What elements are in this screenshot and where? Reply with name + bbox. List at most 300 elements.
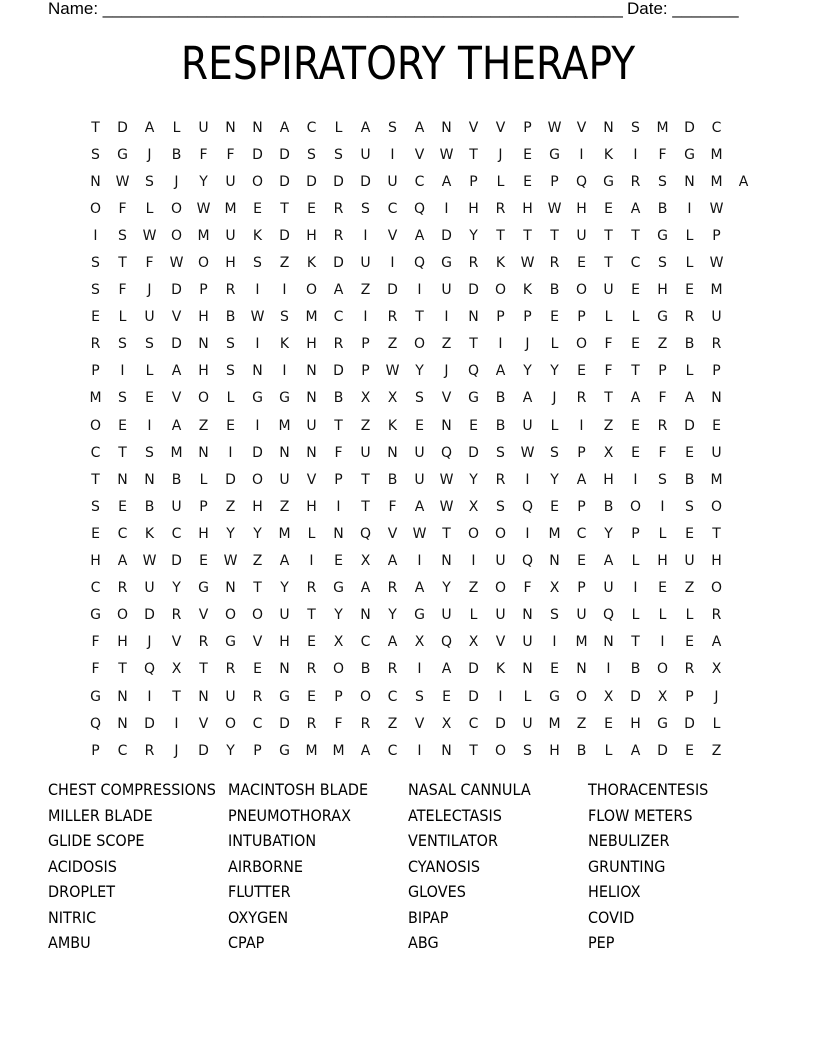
grid-letter[interactable]: G	[198, 580, 209, 597]
grid-letter[interactable]: U	[360, 146, 371, 163]
grid-letter[interactable]: W	[520, 255, 535, 272]
grid-letter[interactable]: E	[577, 255, 586, 272]
grid-letter[interactable]: O	[494, 580, 507, 597]
grid-letter[interactable]: L	[685, 227, 694, 244]
grid-letter[interactable]: D	[360, 173, 371, 190]
grid-letter[interactable]: X	[441, 715, 452, 732]
grid-letter[interactable]: L	[226, 390, 235, 407]
grid-letter[interactable]: I	[498, 688, 503, 705]
grid-letter[interactable]: X	[414, 634, 425, 651]
grid-letter[interactable]: D	[387, 282, 398, 299]
grid-letter[interactable]: E	[199, 553, 208, 570]
grid-letter[interactable]: C	[252, 715, 263, 732]
grid-letter[interactable]: B	[549, 282, 560, 299]
grid-letter[interactable]: M	[278, 525, 291, 542]
grid-letter[interactable]: H	[576, 200, 587, 217]
grid-letter[interactable]: Z	[684, 580, 695, 597]
grid-letter[interactable]: B	[387, 471, 398, 488]
grid-letter[interactable]: Y	[226, 525, 235, 542]
grid-letter[interactable]: A	[414, 227, 425, 244]
grid-letter[interactable]: P	[577, 580, 586, 597]
grid-letter[interactable]: O	[224, 715, 237, 732]
grid-letter[interactable]: I	[336, 498, 341, 515]
grid-letter[interactable]: L	[550, 336, 559, 353]
grid-letter[interactable]: S	[496, 498, 505, 515]
grid-letter[interactable]: N	[522, 661, 533, 678]
grid-letter[interactable]: L	[145, 363, 154, 380]
grid-letter[interactable]: Y	[469, 471, 478, 488]
grid-letter[interactable]: V	[468, 119, 479, 136]
grid-letter[interactable]: B	[657, 200, 668, 217]
grid-letter[interactable]: I	[282, 363, 287, 380]
grid-letter[interactable]: Y	[253, 525, 262, 542]
grid-letter[interactable]: H	[225, 255, 236, 272]
grid-letter[interactable]: N	[144, 471, 155, 488]
grid-letter[interactable]: O	[710, 498, 723, 515]
grid-letter[interactable]: I	[390, 255, 395, 272]
grid-letter[interactable]: Y	[226, 742, 235, 759]
grid-letter[interactable]: I	[363, 227, 368, 244]
grid-letter[interactable]: J	[174, 742, 179, 759]
grid-letter[interactable]: N	[306, 390, 317, 407]
grid-letter[interactable]: P	[550, 173, 559, 190]
grid-letter[interactable]: O	[575, 688, 588, 705]
grid-letter[interactable]: C	[117, 742, 128, 759]
grid-letter[interactable]: S	[361, 200, 370, 217]
grid-letter[interactable]: K	[495, 661, 506, 678]
grid-letter[interactable]: E	[469, 417, 478, 434]
grid-letter[interactable]: I	[471, 553, 476, 570]
grid-letter[interactable]: E	[118, 498, 127, 515]
grid-letter[interactable]: P	[523, 309, 532, 326]
grid-letter[interactable]: V	[414, 715, 425, 732]
grid-letter[interactable]: G	[279, 688, 290, 705]
grid-letter[interactable]: N	[603, 119, 614, 136]
grid-letter[interactable]: N	[576, 661, 587, 678]
grid-letter[interactable]: D	[252, 444, 263, 461]
grid-letter[interactable]: A	[360, 119, 371, 136]
grid-letter[interactable]: P	[361, 336, 370, 353]
grid-letter[interactable]: I	[687, 200, 692, 217]
grid-letter[interactable]: P	[577, 309, 586, 326]
grid-letter[interactable]: U	[306, 417, 317, 434]
grid-letter[interactable]: X	[468, 498, 479, 515]
grid-letter[interactable]: L	[496, 173, 505, 190]
grid-letter[interactable]: Q	[440, 444, 453, 461]
grid-letter[interactable]: N	[441, 119, 452, 136]
grid-letter[interactable]: L	[550, 417, 559, 434]
grid-letter[interactable]: I	[309, 553, 314, 570]
grid-letter[interactable]: C	[711, 119, 722, 136]
grid-letter[interactable]: C	[90, 580, 101, 597]
grid-letter[interactable]: E	[631, 417, 640, 434]
grid-letter[interactable]: S	[145, 444, 154, 461]
grid-letter[interactable]: A	[360, 580, 371, 597]
grid-letter[interactable]: L	[118, 309, 127, 326]
grid-letter[interactable]: F	[658, 390, 667, 407]
grid-letter[interactable]: G	[279, 742, 290, 759]
grid-letter[interactable]: N	[117, 688, 128, 705]
grid-letter[interactable]: U	[711, 309, 722, 326]
grid-letter[interactable]: O	[116, 607, 129, 624]
grid-letter[interactable]: I	[660, 634, 665, 651]
grid-letter[interactable]: I	[660, 498, 665, 515]
grid-letter[interactable]: R	[306, 580, 317, 597]
grid-letter[interactable]: L	[685, 363, 694, 380]
grid-letter[interactable]: Y	[172, 580, 181, 597]
grid-letter[interactable]: R	[711, 336, 722, 353]
grid-letter[interactable]: U	[522, 417, 533, 434]
grid-letter[interactable]: Y	[388, 607, 397, 624]
grid-letter[interactable]: L	[307, 525, 316, 542]
grid-letter[interactable]: E	[550, 498, 559, 515]
grid-letter[interactable]: N	[306, 444, 317, 461]
grid-letter[interactable]: A	[522, 390, 533, 407]
grid-letter[interactable]: D	[333, 173, 344, 190]
grid-letter[interactable]: R	[333, 227, 344, 244]
grid-letter[interactable]: B	[684, 471, 695, 488]
grid-letter[interactable]: R	[495, 200, 506, 217]
grid-letter[interactable]: X	[549, 580, 560, 597]
grid-letter[interactable]: P	[334, 688, 343, 705]
grid-letter[interactable]: E	[631, 444, 640, 461]
grid-letter[interactable]: A	[684, 390, 695, 407]
grid-letter[interactable]: I	[255, 336, 260, 353]
grid-letter[interactable]: V	[387, 525, 398, 542]
grid-letter[interactable]: O	[197, 390, 210, 407]
grid-letter[interactable]: S	[118, 336, 127, 353]
grid-letter[interactable]: V	[198, 607, 209, 624]
grid-letter[interactable]: E	[604, 715, 613, 732]
grid-letter[interactable]: Q	[413, 255, 426, 272]
grid-letter[interactable]: M	[710, 146, 723, 163]
grid-letter[interactable]: U	[603, 580, 614, 597]
grid-letter[interactable]: K	[603, 146, 614, 163]
grid-letter[interactable]: D	[468, 282, 479, 299]
grid-letter[interactable]: I	[120, 363, 125, 380]
grid-letter[interactable]: M	[548, 715, 561, 732]
grid-letter[interactable]: S	[91, 498, 100, 515]
grid-letter[interactable]: E	[604, 200, 613, 217]
grid-letter[interactable]: E	[253, 661, 262, 678]
grid-letter[interactable]: T	[631, 227, 640, 244]
grid-letter[interactable]: H	[522, 200, 533, 217]
grid-letter[interactable]: T	[361, 471, 370, 488]
grid-letter[interactable]: P	[631, 525, 640, 542]
grid-letter[interactable]: Y	[469, 227, 478, 244]
grid-letter[interactable]: I	[633, 146, 638, 163]
grid-letter[interactable]: I	[363, 309, 368, 326]
grid-letter[interactable]: D	[306, 173, 317, 190]
grid-letter[interactable]: P	[523, 119, 532, 136]
grid-letter[interactable]: V	[441, 390, 452, 407]
grid-letter[interactable]: B	[495, 390, 506, 407]
grid-letter[interactable]: L	[685, 255, 694, 272]
grid-letter[interactable]: N	[198, 336, 209, 353]
grid-letter[interactable]: I	[255, 282, 260, 299]
grid-letter[interactable]: B	[333, 390, 344, 407]
grid-letter[interactable]: V	[171, 634, 182, 651]
grid-letter[interactable]: S	[685, 498, 694, 515]
grid-letter[interactable]: N	[387, 444, 398, 461]
grid-letter[interactable]: C	[387, 688, 398, 705]
grid-letter[interactable]: O	[710, 580, 723, 597]
grid-letter[interactable]: I	[552, 634, 557, 651]
grid-letter[interactable]: A	[333, 282, 344, 299]
grid-letter[interactable]: T	[118, 661, 127, 678]
grid-letter[interactable]: G	[333, 580, 344, 597]
grid-letter[interactable]: O	[332, 661, 345, 678]
grid-letter[interactable]: Z	[360, 417, 371, 434]
grid-letter[interactable]: K	[144, 525, 155, 542]
grid-letter[interactable]: L	[172, 119, 181, 136]
grid-letter[interactable]: N	[279, 661, 290, 678]
grid-letter[interactable]: G	[549, 688, 560, 705]
grid-letter[interactable]: U	[495, 553, 506, 570]
grid-letter[interactable]: D	[495, 715, 506, 732]
grid-letter[interactable]: A	[414, 580, 425, 597]
grid-letter[interactable]: S	[118, 390, 127, 407]
grid-letter[interactable]: G	[279, 390, 290, 407]
grid-letter[interactable]: F	[91, 661, 100, 678]
grid-letter[interactable]: A	[171, 363, 182, 380]
grid-letter[interactable]: Z	[279, 255, 290, 272]
grid-letter[interactable]: D	[684, 715, 695, 732]
grid-letter[interactable]: P	[712, 227, 721, 244]
grid-letter[interactable]: X	[711, 661, 722, 678]
grid-letter[interactable]: W	[115, 173, 130, 190]
grid-letter[interactable]: D	[468, 444, 479, 461]
grid-letter[interactable]: S	[658, 255, 667, 272]
grid-letter[interactable]: E	[631, 336, 640, 353]
grid-letter[interactable]: K	[495, 255, 506, 272]
grid-letter[interactable]: T	[631, 634, 640, 651]
grid-letter[interactable]: A	[630, 742, 641, 759]
grid-letter[interactable]: G	[441, 255, 452, 272]
grid-letter[interactable]: U	[441, 607, 452, 624]
grid-letter[interactable]: D	[198, 742, 209, 759]
grid-letter[interactable]: I	[444, 309, 449, 326]
grid-letter[interactable]: L	[604, 742, 613, 759]
grid-letter[interactable]: H	[90, 553, 101, 570]
grid-letter[interactable]: G	[657, 227, 668, 244]
grid-letter[interactable]: R	[549, 255, 560, 272]
grid-letter[interactable]: J	[498, 146, 503, 163]
grid-letter[interactable]: L	[523, 688, 532, 705]
grid-letter[interactable]: N	[252, 119, 263, 136]
grid-letter[interactable]: A	[603, 553, 614, 570]
grid-letter[interactable]: U	[684, 553, 695, 570]
grid-letter[interactable]: A	[117, 553, 128, 570]
grid-letter[interactable]: E	[685, 634, 694, 651]
grid-letter[interactable]: N	[522, 607, 533, 624]
grid-letter[interactable]: O	[467, 525, 480, 542]
grid-letter[interactable]: R	[144, 742, 155, 759]
grid-letter[interactable]: M	[710, 471, 723, 488]
grid-letter[interactable]: U	[225, 173, 236, 190]
grid-letter[interactable]: T	[172, 688, 181, 705]
grid-letter[interactable]: O	[494, 742, 507, 759]
grid-letter[interactable]: O	[575, 282, 588, 299]
grid-letter[interactable]: A	[279, 119, 290, 136]
grid-letter[interactable]: T	[604, 255, 613, 272]
grid-letter[interactable]: N	[252, 363, 263, 380]
grid-letter[interactable]: F	[226, 146, 235, 163]
grid-letter[interactable]: L	[469, 607, 478, 624]
grid-letter[interactable]: O	[89, 417, 102, 434]
grid-letter[interactable]: J	[714, 688, 719, 705]
grid-letter[interactable]: D	[279, 227, 290, 244]
grid-letter[interactable]: L	[145, 200, 154, 217]
grid-letter[interactable]: H	[252, 498, 263, 515]
grid-letter[interactable]: R	[225, 661, 236, 678]
grid-letter[interactable]: D	[171, 336, 182, 353]
grid-letter[interactable]: I	[498, 336, 503, 353]
grid-letter[interactable]: G	[252, 390, 263, 407]
grid-letter[interactable]: C	[171, 525, 182, 542]
grid-letter[interactable]: B	[144, 498, 155, 515]
grid-letter[interactable]: E	[712, 417, 721, 434]
grid-letter[interactable]: U	[495, 607, 506, 624]
grid-letter[interactable]: Q	[575, 173, 588, 190]
grid-letter[interactable]: O	[170, 227, 183, 244]
grid-letter[interactable]: L	[631, 607, 640, 624]
grid-letter[interactable]: E	[523, 173, 532, 190]
grid-letter[interactable]: H	[549, 742, 560, 759]
grid-letter[interactable]: S	[145, 173, 154, 190]
grid-letter[interactable]: Y	[334, 607, 343, 624]
grid-letter[interactable]: Y	[550, 363, 559, 380]
grid-letter[interactable]: M	[278, 417, 291, 434]
grid-letter[interactable]: Q	[89, 715, 102, 732]
grid-letter[interactable]: T	[361, 498, 370, 515]
grid-letter[interactable]: H	[468, 200, 479, 217]
grid-letter[interactable]: N	[468, 309, 479, 326]
grid-letter[interactable]: Z	[279, 498, 290, 515]
grid-letter[interactable]: K	[279, 336, 290, 353]
grid-letter[interactable]: F	[118, 200, 127, 217]
grid-letter[interactable]: J	[174, 173, 179, 190]
grid-letter[interactable]: X	[603, 444, 614, 461]
grid-letter[interactable]: D	[468, 688, 479, 705]
grid-letter[interactable]: G	[117, 146, 128, 163]
grid-letter[interactable]: H	[117, 634, 128, 651]
grid-letter[interactable]: Z	[468, 580, 479, 597]
grid-letter[interactable]: R	[468, 255, 479, 272]
name-field[interactable]: Name: _______________________________________________________	[48, 0, 623, 18]
grid-letter[interactable]: L	[631, 309, 640, 326]
grid-letter[interactable]: B	[603, 498, 614, 515]
grid-letter[interactable]: J	[147, 146, 152, 163]
grid-letter[interactable]: R	[576, 390, 587, 407]
grid-letter[interactable]: A	[171, 417, 182, 434]
grid-letter[interactable]: N	[441, 742, 452, 759]
grid-letter[interactable]: U	[225, 688, 236, 705]
grid-letter[interactable]: I	[444, 200, 449, 217]
grid-letter[interactable]: Q	[143, 661, 156, 678]
grid-letter[interactable]: F	[523, 580, 532, 597]
grid-letter[interactable]: E	[307, 200, 316, 217]
grid-letter[interactable]: A	[738, 173, 749, 190]
grid-letter[interactable]: O	[575, 336, 588, 353]
grid-letter[interactable]: C	[630, 255, 641, 272]
grid-letter[interactable]: U	[279, 607, 290, 624]
grid-letter[interactable]: P	[91, 742, 100, 759]
grid-letter[interactable]: H	[603, 471, 614, 488]
grid-letter[interactable]: M	[197, 227, 210, 244]
grid-letter[interactable]: A	[630, 390, 641, 407]
grid-letter[interactable]: R	[252, 688, 263, 705]
grid-letter[interactable]: G	[90, 607, 101, 624]
grid-letter[interactable]: M	[548, 525, 561, 542]
grid-letter[interactable]: S	[631, 119, 640, 136]
grid-letter[interactable]: R	[387, 309, 398, 326]
grid-letter[interactable]: N	[117, 471, 128, 488]
grid-letter[interactable]: O	[251, 173, 264, 190]
grid-letter[interactable]: O	[305, 282, 318, 299]
grid-letter[interactable]: P	[91, 363, 100, 380]
grid-letter[interactable]: G	[468, 390, 479, 407]
grid-letter[interactable]: M	[305, 309, 318, 326]
grid-letter[interactable]: M	[710, 173, 723, 190]
grid-letter[interactable]: H	[630, 715, 641, 732]
grid-letter[interactable]: M	[170, 444, 183, 461]
grid-letter[interactable]: F	[334, 715, 343, 732]
grid-letter[interactable]: Y	[550, 471, 559, 488]
grid-letter[interactable]: S	[388, 119, 397, 136]
grid-letter[interactable]: L	[685, 607, 694, 624]
grid-letter[interactable]: O	[251, 471, 264, 488]
grid-letter[interactable]: E	[307, 634, 316, 651]
grid-letter[interactable]: B	[360, 661, 371, 678]
grid-letter[interactable]: U	[360, 444, 371, 461]
grid-letter[interactable]: T	[469, 146, 478, 163]
grid-letter[interactable]: S	[415, 688, 424, 705]
grid-letter[interactable]: N	[549, 553, 560, 570]
grid-letter[interactable]: T	[307, 607, 316, 624]
grid-letter[interactable]: L	[658, 525, 667, 542]
grid-letter[interactable]: H	[198, 525, 209, 542]
grid-letter[interactable]: P	[685, 688, 694, 705]
grid-letter[interactable]: W	[412, 525, 427, 542]
grid-letter[interactable]: B	[684, 336, 695, 353]
grid-letter[interactable]: F	[145, 255, 154, 272]
date-field[interactable]: Date: _______	[627, 0, 739, 18]
grid-letter[interactable]: E	[145, 390, 154, 407]
grid-letter[interactable]: Z	[576, 715, 587, 732]
grid-letter[interactable]: U	[144, 309, 155, 326]
grid-letter[interactable]: T	[631, 363, 640, 380]
grid-letter[interactable]: W	[520, 444, 535, 461]
grid-letter[interactable]: C	[414, 173, 425, 190]
grid-letter[interactable]: U	[711, 444, 722, 461]
grid-letter[interactable]: I	[147, 688, 152, 705]
grid-letter[interactable]: M	[332, 742, 345, 759]
grid-letter[interactable]: E	[415, 417, 424, 434]
grid-letter[interactable]: R	[90, 336, 101, 353]
grid-letter[interactable]: N	[279, 444, 290, 461]
grid-letter[interactable]: O	[656, 661, 669, 678]
grid-letter[interactable]: U	[576, 607, 587, 624]
grid-letter[interactable]: F	[388, 498, 397, 515]
grid-letter[interactable]: C	[468, 715, 479, 732]
grid-letter[interactable]: S	[523, 742, 532, 759]
grid-letter[interactable]: J	[147, 282, 152, 299]
grid-letter[interactable]: A	[360, 742, 371, 759]
grid-letter[interactable]: R	[333, 200, 344, 217]
grid-letter[interactable]: I	[93, 227, 98, 244]
grid-letter[interactable]: R	[225, 282, 236, 299]
